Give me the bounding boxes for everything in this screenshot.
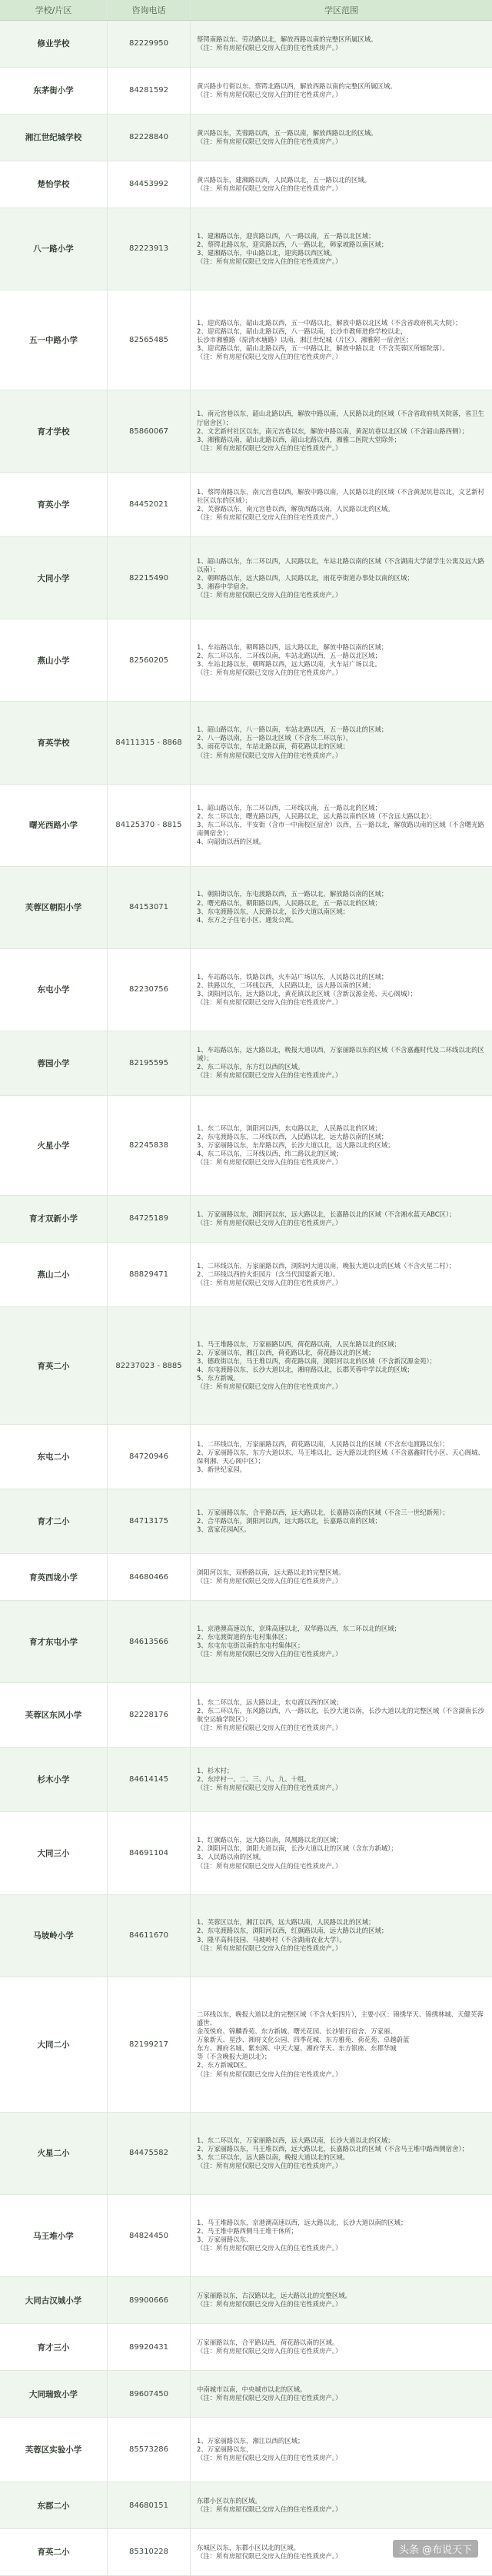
district-range <box>191 1977 492 2112</box>
district-range <box>191 390 492 472</box>
district-range <box>191 1031 492 1095</box>
school-name: 育英小学 <box>0 473 108 536</box>
range-line: 1、朝阳街以东，东屯渡路以西，五一路以北，解放路以南的区域； <box>197 890 388 898</box>
table-row <box>0 2195 492 2277</box>
range-line: 1、韶山路以东，东二环以西，人民路以北，车站北路以南的区域（不含湖南大学留学生公寓及远大路以南）； <box>197 556 484 573</box>
table-row <box>0 2418 492 2482</box>
range-line: 3、浏阳河以东，远大路以北，黄花镇以北区域（含新汉源金苑、天心阁城）； <box>197 989 417 998</box>
range-line: 1、芙蓉区以东，湘江以西，远大路以南，人民路以北的区域； <box>197 1918 375 1927</box>
table-row <box>0 115 492 161</box>
range-line: 2、朝晖路以东，远大路以西，人民路以北，雨花亭街道办事处以南的区域； <box>197 573 414 582</box>
phone-number: 82560205 <box>108 619 191 701</box>
district-range <box>191 290 492 390</box>
table-row <box>0 2482 492 2529</box>
range-line: 1、马王堆路以东，万家丽路以西，荷花路以南，人民东路以北的区域； <box>197 1339 401 1348</box>
school-name: 芙蓉区实验小学 <box>0 2418 108 2481</box>
range-line: 1、二环线以东，万家丽路以西，浏阳河大道以南，晚报大道以北的区域（不含火星二村）； <box>197 1261 456 1270</box>
phone-number: 82565485 <box>108 290 191 390</box>
school-name: 杉木小学 <box>0 1748 108 1811</box>
range-line: （注：所有房屋仅限已交房入住的住宅性质房产。） <box>197 1158 342 1167</box>
phone-number: 88829471 <box>108 1243 191 1306</box>
table-header <box>0 0 492 21</box>
phone-number: 84281592 <box>108 68 191 114</box>
range-line: 等（不含晚报大道以北）； <box>197 2053 271 2061</box>
range-line: 2、东方新城D区。 <box>197 2061 251 2070</box>
district-range <box>191 2482 492 2528</box>
phone-number: 84720946 <box>108 1425 191 1489</box>
school-name: 湘江世纪城学校 <box>0 115 108 161</box>
range-line: 2、八一路以南，五一路以北区域（不含东二环以东）， <box>197 734 353 742</box>
range-line: 万家丽路以东，古汉路以北，远大路以北的完整区域。 <box>197 2291 351 2299</box>
range-line: 东方、湘府名城、紫东阁、中天大厦、湘府华天、东方银座、东郡华城 <box>197 2044 397 2053</box>
range-line: （注：所有房屋仅限已交房入住的住宅性质房产。） <box>197 1650 342 1658</box>
phone-number: 82199217 <box>108 1977 191 2112</box>
range-line: （注：所有房屋仅限已交房入住的住宅性质房产。） <box>197 137 342 145</box>
table-row <box>0 2324 492 2371</box>
range-line: （注：所有房屋仅限已交房入住的住宅性质房产。） <box>197 1071 342 1080</box>
district-range <box>191 2113 492 2194</box>
district-range <box>191 208 492 290</box>
range-line: 1、韶山路以东，东二环以西，二环线以南，五一路以北的区域； <box>197 803 381 812</box>
range-line: 浏阳河以东，双桥路以南，远大路以北的完整区域。 <box>197 1569 345 1577</box>
school-name: 修业学校 <box>0 21 108 67</box>
phone-number: 84713175 <box>108 1489 191 1553</box>
table-row <box>0 68 492 115</box>
range-line: 2、万家丽路以东，东方大道以东，马王堆以北，远大路以北的区域（不含嘉鑫时代小区、天心阁城、保利湘、天心阁中区）； <box>197 1448 484 1465</box>
school-name: 育英学校 <box>0 702 108 783</box>
phone-number: 84611670 <box>108 1895 191 1977</box>
table-row <box>0 1489 492 1554</box>
range-line: 中南城市以南，中央城市以北的区域。 <box>197 2385 307 2393</box>
phone-number: 89900666 <box>108 2277 191 2323</box>
table-row <box>0 1425 492 1489</box>
table-body <box>0 21 492 2576</box>
school-name: 大同二小 <box>0 1977 108 2112</box>
school-name: 五一中路小学 <box>0 290 108 390</box>
school-name: 燕山小学 <box>0 619 108 701</box>
school-name: 东屯小学 <box>0 949 108 1031</box>
district-range <box>191 115 492 161</box>
range-line: 2、东屯渡街道的东屯村集体区； <box>197 1633 291 1642</box>
district-range <box>191 1601 492 1682</box>
range-line: 2、文艺新村社区以东，南元宫巷以东，解放中路以南，黄泥坑巷以北区域（不含韶山路西侧）； <box>197 427 468 435</box>
range-line: 蔡锷南路以东、劳动路以北，解放西路以南的完整区所属区域。 <box>197 35 377 43</box>
range-line: （注：所有房屋仅限已交房入住的住宅性质房产。） <box>197 1944 342 1952</box>
phone-number: 82229950 <box>108 21 191 67</box>
range-line: 3、隆平高科技园、马坡岭村（不含湖南农业大学）。 <box>197 1935 346 1944</box>
range-line: 2、浏阳河以东，浏阳大道以南，长沙大道以北的区域（含东方新城）； <box>197 1844 397 1853</box>
range-line: （注：所有房屋仅限已交房入住的住宅性质房产。） <box>197 2244 342 2252</box>
school-name: 大同小学 <box>0 537 108 619</box>
range-line: （注：所有房屋仅限已交房入住的住宅性质房产。） <box>197 184 342 192</box>
range-line: 1、红旗路以东，远大路以南，凤凰路以北的区域； <box>197 1836 343 1844</box>
district-range <box>191 2418 492 2481</box>
range-line: （注：所有房屋仅限已交房入住的住宅性质房产。） <box>197 443 342 452</box>
district-range <box>191 1243 492 1306</box>
range-line: 二环线以东，晚报大道以北的完整区域（不含火炬四片），主要小区：锦绣华天、锦绣林城、天健芙蓉盛世、 <box>197 2010 484 2027</box>
range-line: 1、东二环以东，远大路以北，东屯渡以西的区域； <box>197 1698 343 1706</box>
school-name: 大同三小 <box>0 1812 108 1894</box>
range-line: （注：所有房屋仅限已交房入住的住宅性质房产。） <box>197 1279 342 1287</box>
school-name: 马王堆小学 <box>0 2195 108 2276</box>
range-line: 1、蔡锷南路以东，南元宫巷以西，解放中路以南，人民路以北的区域（不含黄泥坑巷以北，文艺新村社区以东的区域）； <box>197 487 484 504</box>
phone-number: 84125370 - 8815 <box>108 785 191 866</box>
school-name: 育才双新小学 <box>0 1196 108 1242</box>
range-line: 1、万家丽路以东，合平路以西，远大路以北，长嘉路以南的区域（不含三一世纪新苑）； <box>197 1509 449 1517</box>
range-line: 3、人民路以南的区域。 <box>197 1853 266 1861</box>
district-range <box>191 161 492 207</box>
school-name: 育才东屯小学 <box>0 1601 108 1682</box>
range-line: 1、车站路以东，远大路以北，晚报大道以西，万家丽路以东的区域（不含嘉鑫时代及二环线以北的区域）； <box>197 1046 484 1063</box>
phone-number: 85310228 <box>108 2529 191 2575</box>
range-line: 2、马王堆中路西侧马王堆干休所； <box>197 2226 298 2235</box>
table-row <box>0 2113 492 2195</box>
range-line: 2、东二环以东，东风路以西，八一路以北，长沙大道以南，长沙大道以北的完整区域（不含湖南长沙航空运输学院区）； <box>197 1706 484 1723</box>
range-line: 东城区以东，东郡小区以北的区域。 <box>197 2543 300 2551</box>
school-name: 曙光西路小学 <box>0 785 108 866</box>
range-line: （注：所有房屋仅限已交房入住的住宅性质房产。） <box>197 751 342 759</box>
range-line: （注：所有房屋仅限已交房入住的住宅性质房产。） <box>197 2505 342 2513</box>
range-line: 1、韶山路以东，八一路以南，车站北路以西，五一路以北的区域； <box>197 725 388 734</box>
phone-number: 84153071 <box>108 867 191 948</box>
school-name: 育英二小 <box>0 1307 108 1424</box>
district-range <box>191 619 492 701</box>
phone-number: 84475582 <box>108 2113 191 2194</box>
table-row <box>0 867 492 949</box>
table-row <box>0 785 492 867</box>
phone-number: 82215490 <box>108 537 191 619</box>
watermark: 头条 @布说天下 <box>393 2540 478 2558</box>
table-row <box>0 949 492 1031</box>
range-line: （注：所有房屋仅限已交房入住的住宅性质房产。） <box>197 353 342 361</box>
district-range <box>191 1196 492 1242</box>
district-range <box>191 21 492 67</box>
range-line: 2、东屯渡路以东，二环线以西，人民路以北，远大路以南的区域； <box>197 1132 388 1140</box>
district-range <box>191 949 492 1031</box>
range-line: 1、京港澳高速以东，京珠高速以北，双华路以西，东二环以北的区域； <box>197 1625 401 1633</box>
district-range <box>191 702 492 783</box>
school-name: 大同古汉城小学 <box>0 2277 108 2323</box>
range-line: 4、东方之子住宅小区、通发公寓。 <box>197 915 298 924</box>
range-line: 3、万家丽路以东，东岸路以西，长沙大道以北，远大路以北的区域； <box>197 1140 394 1149</box>
range-line: 1、车站路以东，铁路以西，火车站广场以东，人民路以北的区域； <box>197 972 388 981</box>
school-name: 马坡岭小学 <box>0 1895 108 1977</box>
district-range <box>191 68 492 114</box>
range-line: （注：所有房屋仅限已交房入住的住宅性质房产。） <box>197 1861 342 1870</box>
range-line: （注：所有房屋仅限已交房入住的住宅性质房产。） <box>197 2347 342 2355</box>
range-line: 3、雨花亭以东，车站北路以南，荷花路以北的区域； <box>197 742 349 751</box>
range-line: 2、东岸村一、二、三、八、九、十组。 <box>197 1775 311 1784</box>
range-line: （注：所有房屋仅限已交房入住的住宅性质房产。） <box>197 90 342 98</box>
range-line: 3、湘春中学宿舍。 <box>197 582 253 590</box>
table-row <box>0 1196 492 1243</box>
range-line: 3、东二环以东，远大路以南，晚报大道以北的区域。 <box>197 2153 349 2161</box>
range-line: 2、万家丽路以东， <box>197 2445 253 2453</box>
range-line: （注：所有房屋仅限已交房入住的住宅性质房产。） <box>197 43 342 51</box>
table-row <box>0 1748 492 1812</box>
range-line: （注：所有房屋仅限已交房入住的住宅性质房产。） <box>197 2300 342 2309</box>
table-row <box>0 473 492 537</box>
school-name: 八一路小学 <box>0 208 108 290</box>
table-row <box>0 1307 492 1425</box>
range-line: 1、南元宫巷以东，韶山北路以西，解放中路以南，人民路以北的区域（不含省政府机关院落，省卫生厅宿舍区）； <box>197 410 484 427</box>
district-range <box>191 1812 492 1894</box>
range-line: 3、万家丽路以东、 <box>197 2236 253 2244</box>
range-line: 3、东二环以东，平安街（含市一中南校区宿舍）以西，五一路以北，解放路以南的区域（不含曙光路南侧宿舍）； <box>197 821 484 838</box>
range-line: 1、建湘路以东，迎宾路以西，八一路以南，五一路以北区域； <box>197 231 375 240</box>
district-range <box>191 537 492 619</box>
range-line: （注：所有房屋仅限已交房入住的住宅性质房产。） <box>197 1383 342 1391</box>
table-row <box>0 1895 492 1977</box>
district-range <box>191 1307 492 1424</box>
school-name: 育才学校 <box>0 390 108 472</box>
district-range <box>191 867 492 948</box>
range-line: 2、东二环以东，曙光路以西，人民路以北，远大路以南的区域（不含远大路以北）； <box>197 812 437 820</box>
range-line: 3、湘雅路以南，韶山北路以西，韶山北路以西，湘雅二医院大堂除外； <box>197 435 401 443</box>
phone-number: 84680466 <box>108 1554 191 1600</box>
table-row <box>0 1683 492 1748</box>
phone-number: 84691104 <box>108 1812 191 1894</box>
phone-number: 82237023 - 8885 <box>108 1307 191 1424</box>
school-name: 火星二小 <box>0 2113 108 2194</box>
phone-number: 82223913 <box>108 208 191 290</box>
phone-number: 89607450 <box>108 2371 191 2417</box>
range-line: 2、二环线以西的火炬园片（含当代国宴新天地）。 <box>197 1270 340 1278</box>
range-line: （注：所有房屋仅限已交房入住的住宅性质房产。） <box>197 2162 342 2170</box>
range-line: （注：所有房屋仅限已交房入住的住宅性质房产。） <box>197 1577 342 1585</box>
range-line: 3、东屯东屯街以南的东屯村集体区； <box>197 1642 304 1650</box>
phone-number: 85573286 <box>108 2418 191 2481</box>
range-line: （注：所有房屋仅限已交房入住的住宅性质房产。） <box>197 513 342 521</box>
range-line: 1、东二环以东，万家丽路以西，远大路以南，长沙大道以北的区域； <box>197 2136 394 2144</box>
district-range <box>191 1895 492 1977</box>
header-range: 学区范围 <box>324 5 358 15</box>
range-line: 长沙市湘雅路（原清水塘路）以南，湘江世纪城（片区）、湘雅附一宿舍区； <box>197 336 413 344</box>
district-range <box>191 2277 492 2323</box>
header-school: 学校/片区 <box>0 0 108 20</box>
school-name: 大同瑞致小学 <box>0 2371 108 2417</box>
range-line: 4、向韶街以西的区域。 <box>197 838 266 846</box>
range-line: 1、迎宾路以东，韶山北路以西，五一中路以北，解放中路以北区域（不含省政府机关大院）； <box>197 318 462 327</box>
range-line: 1、万家丽路以东，湘江以西的区域； <box>197 2436 304 2445</box>
district-range <box>191 1748 492 1811</box>
header-phone: 咨询电话 <box>108 0 191 20</box>
range-line: 3、新世纪家园。 <box>197 1465 246 1473</box>
phone-number: 84613566 <box>108 1601 191 1682</box>
range-line: 2、铁路以东，二环线以西，人民路以北，远大路以南的区域； <box>197 981 375 989</box>
range-line: （注：所有房屋仅限已交房入住的住宅性质房产。） <box>197 998 342 1006</box>
phone-number: 84452021 <box>108 473 191 536</box>
table-row <box>0 161 492 208</box>
phone-number: 84725189 <box>108 1196 191 1242</box>
range-line: 3、车站北路以东，朝晖路以西，远大路以南，火车站广场以北。 <box>197 660 381 669</box>
phone-number: 84680151 <box>108 2482 191 2528</box>
range-line: 黄兴路以东，建湘路以西，人民路以北，五一路以北的区域。 <box>197 175 371 184</box>
range-line: 1、万家丽路以东，浏阳河以东，远大路以北，长嘉路以北的区域（不含湘水蓝天ABC区）； <box>197 1210 456 1218</box>
table-row <box>0 1554 492 1601</box>
school-name: 火星小学 <box>0 1096 108 1195</box>
range-line: （注：所有房屋仅限已交房入住的住宅性质房产。） <box>197 669 342 677</box>
range-line: 黄兴路以东，芙蓉路以西，五一路以南，解放西路以北的区域。 <box>197 128 377 137</box>
range-line: （注：所有房屋仅限已交房入住的住宅性质房产。） <box>197 257 342 266</box>
school-name: 育才二小 <box>0 1489 108 1553</box>
range-line: 2、迎宾路以东，韶山北路以西，八一路以南，长沙市教师进修学校以北， <box>197 327 407 335</box>
table-row <box>0 290 492 390</box>
phone-number: 84614145 <box>108 1748 191 1811</box>
range-line: 4、东屯渡路以东，长沙大道以北，湘府路以北，长郡芙蓉中学以北的区域； <box>197 1366 414 1374</box>
table-row <box>0 537 492 619</box>
district-range <box>191 1096 492 1195</box>
district-range <box>191 1554 492 1600</box>
range-line: 金茂悦府、锦麟香苑、东方新城、曙光花园、长沙银行宿舍、万家丽、 <box>197 2027 397 2036</box>
school-name: 东郡二小 <box>0 2482 108 2528</box>
school-name: 芙蓉区朝阳小学 <box>0 867 108 948</box>
table-row <box>0 208 492 290</box>
school-name: 芙蓉区东风小学 <box>0 1683 108 1747</box>
range-line: （注：所有房屋仅限已交房入住的住宅性质房产。） <box>197 590 342 599</box>
table-row <box>0 1031 492 1096</box>
range-line: 2、东二环以东，二环线以南，车站北路以西，五一路以北区域； <box>197 652 381 660</box>
district-range <box>191 785 492 866</box>
range-line: 3、富家花园A区。 <box>197 1525 251 1534</box>
district-range <box>191 473 492 536</box>
table-row <box>0 1812 492 1894</box>
range-line: 黄兴路步行街以东、蔡锷北路以西，解放西路以南的完整区所属区域。 <box>197 81 397 90</box>
school-name: 楚怡学校 <box>0 161 108 207</box>
district-range <box>191 1489 492 1553</box>
table-row <box>0 1601 492 1683</box>
school-name: 蓉园小学 <box>0 1031 108 1095</box>
school-name: 燕山二小 <box>0 1243 108 1306</box>
range-line: 1、马王堆路以东，京港澳高速以西，远大路以北，长沙大道以南的区域； <box>197 2218 407 2226</box>
table-row <box>0 619 492 702</box>
range-line: 2、曙光路以东，朝阳路以西，人民路以北，五一路以北的区域； <box>197 898 381 907</box>
range-line: 2、万家丽路以东，马王堆以西，远大路以北，长嘉路以北的区域（不含马王堆中路西侧宿舍）； <box>197 2144 468 2153</box>
district-range <box>191 2324 492 2370</box>
table-row <box>0 1977 492 2113</box>
range-line: （注：所有房屋仅限已交房入住的住宅性质房产。） <box>197 2454 342 2462</box>
range-line: 3、迎宾路以东，韶山北路以西，五一中路以北，解放中路以北（不含芙蓉区所辖院落）。 <box>197 344 449 353</box>
range-line: 2、万家丽以东，湘江以西，荷花路以北，荷花路以北的区域； <box>197 1348 375 1356</box>
phone-number: 82228840 <box>108 115 191 161</box>
phone-number: 84824450 <box>108 2195 191 2276</box>
phone-number: 82195595 <box>108 1031 191 1095</box>
table-row <box>0 390 492 473</box>
range-line: （注：所有房屋仅限已交房入住的住宅性质房产。） <box>197 2394 342 2402</box>
range-line: 2、芙蓉路以东，南元宫巷以西，解放西路以南，人民路以北的区域。 <box>197 504 394 513</box>
district-range <box>191 1425 492 1489</box>
range-line: 3、东屯渡路以东，人民路以北，长沙大道以南区域； <box>197 907 349 915</box>
range-line: （注：所有房屋仅限已交房入住的住宅性质房产。） <box>197 1218 342 1227</box>
table-row <box>0 2371 492 2418</box>
phone-number: 82230756 <box>108 949 191 1031</box>
phone-number: 82228176 <box>108 1683 191 1747</box>
range-line: 1、东二环以东，浏阳河以西，东屯路以北，人民路以北的区域； <box>197 1124 381 1132</box>
table-row <box>0 2277 492 2324</box>
range-line: （注：所有房屋仅限已交房入住的住宅性质房产。） <box>197 1723 342 1731</box>
school-name: 东屯二小 <box>0 1425 108 1489</box>
district-range <box>191 2371 492 2417</box>
table-row <box>0 1243 492 1307</box>
table-row <box>0 1096 492 1196</box>
range-line: 3、德政街以东，马王堆以西，荷花路以南，浏阳河以北的区域（不含新汉源金苑）； <box>197 1357 437 1366</box>
district-range <box>191 2195 492 2276</box>
range-line: 3、建湘路以东，中山路以北，迎宾路以西区域。 <box>197 248 337 257</box>
range-line: 万家丽路以东，合平路以西，荷花路以南的区域。 <box>197 2338 339 2346</box>
range-line: 1、车站路以东，朝晖路以西，远大路以北，解放中路以南的区域； <box>197 643 388 652</box>
range-line: （注：所有房屋仅限已交房入住的住宅性质房产。） <box>197 2551 342 2560</box>
range-line: （注：所有房屋仅限已交房入住的住宅性质房产。） <box>197 2070 342 2078</box>
phone-number: 82245838 <box>108 1096 191 1195</box>
range-line: 4、东二环以东，三环线以西，纬二路以北的区域； <box>197 1149 343 1157</box>
table-row <box>0 702 492 784</box>
school-name: 育英二小 <box>0 2529 108 2575</box>
phone-number: 89920431 <box>108 2324 191 2370</box>
range-line: 2、东二环以东，东方红以西的区域。 <box>197 1063 304 1071</box>
school-name: 育英西垅小学 <box>0 1554 108 1600</box>
range-line: 5、东方新城。 <box>197 1374 240 1383</box>
range-line: （注：所有房屋仅限已交房入住的住宅性质房产。） <box>197 1784 342 1792</box>
phone-number: 84453992 <box>108 161 191 207</box>
phone-number: 84111315 - 8868 <box>108 702 191 783</box>
range-line: 2、东屯渡路以东，浏阳河以西，红旗路以南，远大路以北的区域； <box>197 1927 388 1935</box>
range-line: 2、蔡锷北路以东，迎宾路以西，八一路以北，韩家坡路以南区域； <box>197 240 388 248</box>
range-line: 东郡小区以东的区域。 <box>197 2496 261 2505</box>
district-range <box>191 1683 492 1747</box>
range-line: 万象新天、星沙、湘府文化公园、四季花城、东方雅苑、荷花苑、卓越蔚蓝 <box>197 2036 410 2044</box>
range-line: 2、合平路以东，浏阳河以西，远大路以北，长嘉路以南的区域； <box>197 1517 381 1525</box>
range-line: 1、二环线以东，万家丽路以西，荷花路以南，人民路以北的区域（不含东屯渡路以东）； <box>197 1439 449 1448</box>
school-name: 育才三小 <box>0 2324 108 2370</box>
table-row <box>0 21 492 68</box>
range-line: 1、杉木村； <box>197 1767 234 1775</box>
school-name: 东茅街小学 <box>0 68 108 114</box>
phone-number: 85860067 <box>108 390 191 472</box>
